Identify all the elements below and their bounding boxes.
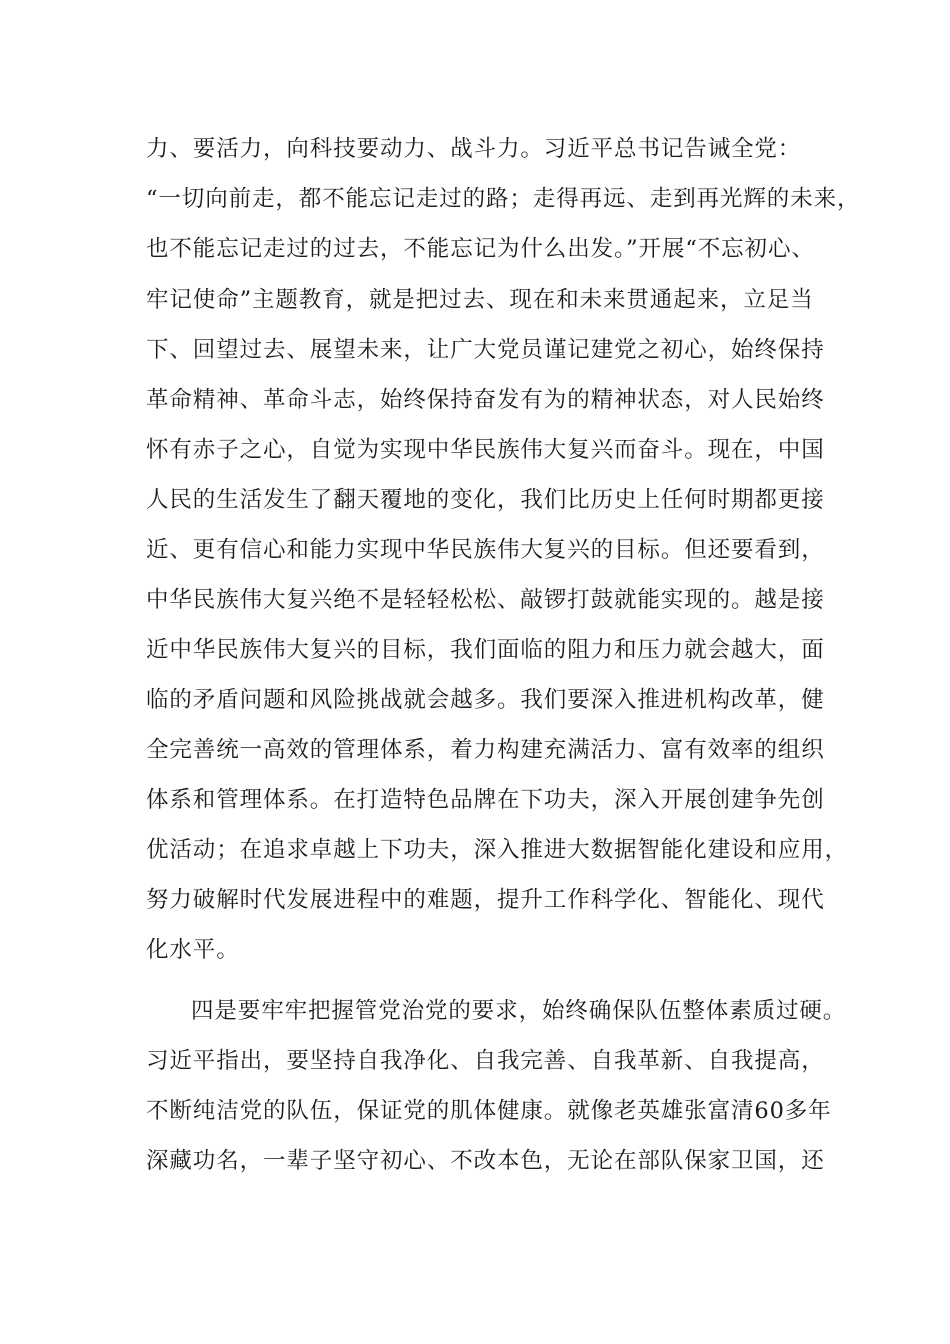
text-line: 优活动；在追求卓越上下功夫，深入推进大数据智能化建设和应用，: [146, 837, 849, 863]
text-line: 体系和管理体系。在打造特色品牌在下功夫，深入开展创建争先创: [146, 787, 825, 813]
text-line: 全完善统一高效的管理体系，着力构建充满活力、富有效率的组织: [146, 737, 825, 763]
text-line: 临的矛盾问题和风险挑战就会越多。我们要深入推进机构改革，健: [146, 687, 825, 713]
text-line: 努力破解时代发展进程中的难题，提升工作科学化、智能化、现代: [146, 887, 825, 913]
text-line: 深藏功名，一辈子坚守初心、不改本色，无论在部队保家卫国，还: [146, 1148, 825, 1174]
text-line: 怀有赤子之心，自觉为实现中华民族伟大复兴而奋斗。现在，中国: [146, 437, 825, 463]
text-line: 中华民族伟大复兴绝不是轻轻松松、敲锣打鼓就能实现的。越是接: [146, 587, 825, 613]
text-line: 下、回望过去、展望未来，让广大党员谨记建党之初心，始终保持: [146, 337, 825, 363]
text-line: 人民的生活发生了翻天覆地的变化，我们比历史上任何时期都更接: [146, 487, 825, 513]
text-line: 革命精神、革命斗志，始终保持奋发有为的精神状态，对人民始终: [146, 387, 825, 413]
text-line: 牢记使命”主题教育，就是把过去、现在和未来贯通起来，立足当: [146, 287, 814, 313]
text-line: 习近平指出，要坚持自我净化、自我完善、自我革新、自我提高，: [146, 1048, 825, 1074]
text-line: 近、更有信心和能力实现中华民族伟大复兴的目标。但还要看到，: [146, 537, 825, 563]
text-line: 也不能忘记走过的过去，不能忘记为什么出发。”开展“不忘初心、: [146, 236, 815, 262]
text-line: 不断纯洁党的队伍，保证党的肌体健康。就像老英雄张富清60多年: [146, 1098, 832, 1124]
text-line: 近中华民族伟大复兴的目标，我们面临的阻力和压力就会越大，面: [146, 637, 825, 663]
paragraph-first-line: 四是要牢牢把握管党治党的要求，始终确保队伍整体素质过硬。: [191, 998, 847, 1024]
text-line: “一切向前走，都不能忘记走过的路；走得再远、走到再光辉的未来，: [146, 186, 861, 212]
text-line: 力、要活力，向科技要动力、战斗力。习近平总书记告诫全党：: [146, 136, 802, 162]
text-line: 化水平。: [146, 937, 240, 963]
